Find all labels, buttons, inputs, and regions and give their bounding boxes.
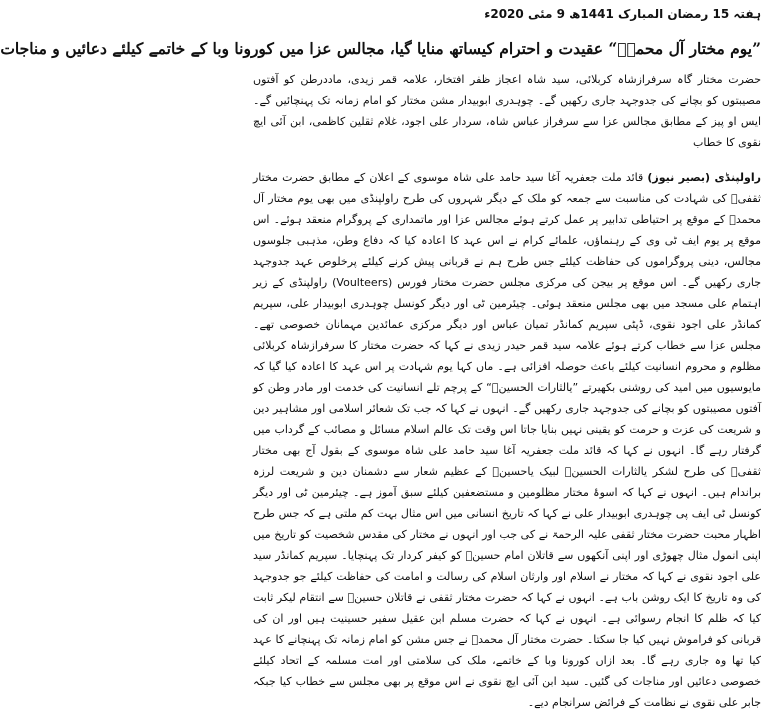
article-text: قائد ملت جعفریہ آغا سید حامد علی شاہ موسوی کے اعلان کے مطابق حضرت مختار ثقفیؒ کی شہادت کی مناسبت سے جمعہ کو ملک کے دیگر شہروں کی طرح راولپنڈی میں بھی یوم مختار آل محمدؐ کے موقع پر احتیاطی تدابیر پر عمل کرتے ہوئے مجالس عزا اور ماتمداری کے پروگرام منعقد ہوئے۔ اس موقع پر یوم ایف ٹی وی کے رہنماؤں، علمائے کرام نے اس عہد کا اعادہ کیا کہ دفاع وطن، مذہبی جلوسوں مجالس، دینی پروگراموں کی حفاظت کیلئے جس طرح ہم نے قربانی پیش کرنے کیلئے پرخلوص عہد جدوجہد جاری رکھیں گے۔ اس موقع پر بیجن کی مرکزی مجلس حضرت مختار فورس (Voulteers) راولپنڈی کے زیر اہتمام علی مسجد میں بھی مجلس منعقد ہوئی۔ چیئرمین ٹی اور دیگر کونسل چوہدری ابوبیدار علی، سپریم کمانڈر علی اجود نقوی، ڈپٹی سپریم کمانڈر تمیان عباس اور دیگر مرکزی عمائدین مہمانان خصوصی تھے۔ مجلس عزا سے خطاب کرتے ہوئے علامہ سید قمر حیدر زیدی نے کہا کہ حضرت مختار کا سرفرازشاہ کربلائی مظلوم و محروم انسانیت کیلئے باعث حوصلہ افزائی ہے۔ ماں کہا یوم شہادت پر اس عہد کا اعادہ کیا گیا کہ مایوسیوں میں امید کی روشنی بکھیرتے ”یالثارات الحسینؑ“ کے پرچم تلے انسانیت کی خدمت اور مادر وطن کو آفتوں مصیبتوں کو بچانے کی جدوجہد جاری رکھیں گے۔ انہوں نے کہا کہ جب تک شعائر اسلامی اور مشاہیر دین و شریعت کی عزت و حرمت کو یقینی نہیں بنایا جاتا اس وقت تک عالم اسلام مسائل و مصائب کے گرداب میں گرفتار رہے گا۔ انہوں نے کہا کہ قائد ملت جعفریہ آغا سید حامد علی شاہ موسوی کے بقول آج بھی مختار ثقفیؒ کی طرح لشکر یالثارات الحسینؑ لبیک یاحسینؑ کے عظیم شعار سے دشمنان دین و شریعت لرزہ براندام ہیں۔ انہوں نے کہا کہ اسوۂ مختار مظلومین و مستضعفین کیلئے سبق آموز ہے۔ چیئرمین ٹی اور دیگر کونسل ٹی ایف پی چوہدری ابوبیدار علی نے کہا کہ تاریخ انسانی میں اس مثال بہت کم ملتی ہے کہ جس طرح اظہار محبت حضرت مختار ثقفی علیہ الرحمۃ نے کی جب اور انہوں نے مختار کی مقدس شخصیت کو تاریخ میں اپنی انمول مثال چھوڑی اور اپنی آنکھوں سے قاتلان امام حسینؑ کو کیفر کردار تک پہنچایا۔ سپریم کمانڈر سید علی اجود نقوی نے کہا کہ مختار نے اسلام اور وارثان اسلام کی رسالت و امامت کی حفاظت کیلئے جو جدوجہد کی وہ تاریخ کا ایک روشن باب ہے۔ انہوں نے کہا کہ حضرت مختار ثقفی نے قاتلان حسینؑ سے انتقام لیکر ثابت کیا کہ ظلم کا انجام رسوائی ہے۔ انہوں نے کہا کہ حضرت مسلم ابن عقیل سفیر حسینیت ہیں اور ان کی قربانی کو فراموش نہیں کیا جا سکتا۔ حضرت مختار آل محمدؐ نے جس مشن کو امام زمانہ تک پہنچانے کا عہد کیا تھا وہ جاری رہے گا۔ بعد ازاں کورونا وبا کے خاتمے، ملک کی سلامتی اور امت مسلمہ کے اتحاد کیلئے خصوصی دعائیں اور مناجات کی گئیں۔ سید ابن آئی ایچ نقوی نے اس موقع پر بھی مجلس سے خطاب کیا جبکہ جابر علی نقوی نے نظامت کے فرائض سرانجام دیے۔ — [253, 171, 762, 709]
issue-dateline: ہفتہ 15 رمضان المبارک 1441ھ 9 مئی 2020ء — [484, 7, 761, 21]
lede-paragraph: حضرت مختار گاہ سرفرازشاہ کربلائی، سید شاہ اعجاز ظفر افتخار، علامہ قمر زیدی، ماددرطن کو آفتوں مصیبتوں کو بچانے کی جدوجہد جاری رکھیں گے۔ چوہدری ابوبیدار مشن مختار کو امام زمانہ تک پہنچائیں گے۔ ایس او پیز کے مطابق مجالس عزا سے سرفراز عباس شاہ، سردار علی اجود، غلام ثقلین کاظمی، ابن آئی ایچ نقوی کا خطاب — [253, 73, 761, 149]
article-body — [253, 167, 761, 713]
article-dateline: راولپنڈی (بصیر نیوز) — [647, 171, 761, 184]
headline: ”یوم مختار آل محمدؐ“ عقیدت و احترام کیساتھ منایا گیا، مجالس عزا میں کورونا وبا کے خاتمے کیلئے دعائیں و مناجات — [0, 39, 761, 58]
